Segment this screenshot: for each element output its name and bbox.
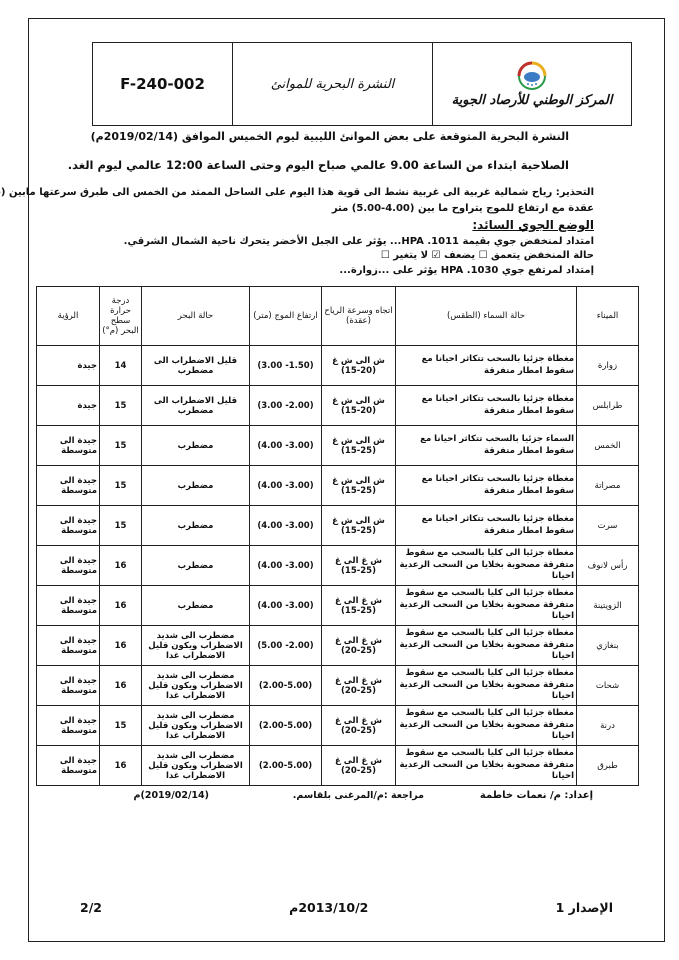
sea-state-cell: مضطرب — [142, 466, 250, 506]
document-header — [92, 42, 632, 126]
wind-cell — [322, 426, 396, 466]
wave-height-cell: (2.00- 5.00) — [250, 626, 322, 666]
visibility-cell: جيدة الى متوسطة — [37, 746, 100, 786]
page-number: 2/2 — [80, 900, 102, 915]
warning-line-2: عقدة مع ارتفاع للموج يتراوح ما بين (4.00-5.00) متر — [331, 203, 594, 214]
sea-state-cell: مضطرب الى شديد الاضطراب ويكون قليل الاضطراب غدا — [142, 746, 250, 786]
port-cell: الخمس — [577, 426, 639, 466]
sky-condition-cell: السماء جزئيا بالسحب تتكاثر احيانا مع سقوط امطار متفرقة — [396, 426, 577, 466]
reviewed-by: مراجعة :م/المرغنى بلقاسم. — [292, 790, 424, 801]
visibility-cell: جيدة الى متوسطة — [37, 626, 100, 666]
wind-speed: (20-25) — [341, 765, 376, 776]
visibility-cell: جيدة الى متوسطة — [37, 506, 100, 546]
wind-speed: (15-25) — [341, 485, 376, 496]
wind-speed: (15-20) — [341, 405, 376, 416]
col-wind: اتجاه وسرعة الرياح (عقدة) — [322, 287, 396, 346]
wind-direction: ش غ الى غ — [335, 635, 382, 646]
port-cell: بنغازي — [577, 626, 639, 666]
wave-height-cell: (2.00-5.00) — [250, 746, 322, 786]
port-cell: درنة — [577, 706, 639, 746]
sky-condition-cell: مغطاة جزئيا الى كليا بالسحب مع سقوط متفرقة مصحوبة بخلايا من السحب الرعدية احيانا — [396, 586, 577, 626]
sea-temp-cell: 15 — [100, 506, 142, 546]
table-row — [37, 466, 639, 506]
sky-condition-cell: مغطاة جزئيا الى كليا بالسحب مع سقوط متفرقة مصحوبة بخلايا من السحب الرعدية احيانا — [396, 706, 577, 746]
wind-direction: ش الى ش غ — [332, 355, 385, 366]
visibility-cell: جيدة — [37, 386, 100, 426]
wind-cell — [322, 466, 396, 506]
col-sea: حالة البحر — [142, 287, 250, 346]
sea-state-cell: مضطرب الى شديد الاضطراب ويكون قليل الاضطراب غدا — [142, 706, 250, 746]
sky-condition-cell: مغطاة جزئيا بالسحب تتكاثر احيانا مع سقوط امطار متفرقة — [396, 386, 577, 426]
wind-speed: (15-20) — [341, 365, 376, 376]
port-cell: رأس لانوف — [577, 546, 639, 586]
table-row — [37, 546, 639, 586]
weather-logo-icon — [512, 61, 552, 91]
wind-direction: ش غ الى غ — [335, 675, 382, 686]
wind-direction: ش الى ش غ — [332, 435, 385, 446]
table-header-row — [37, 287, 639, 346]
col-port: الميناء — [577, 287, 639, 346]
sea-state-cell: قليل الاضطراب الى مضطرب — [142, 346, 250, 386]
table-row — [37, 666, 639, 706]
sea-temp-cell: 15 — [100, 466, 142, 506]
wave-height-cell: (3.00- 4.00) — [250, 586, 322, 626]
wave-height-cell: (2.00-5.00) — [250, 666, 322, 706]
wind-direction: ش الى ش غ — [332, 515, 385, 526]
visibility-cell: جيدة الى متوسطة — [37, 546, 100, 586]
col-temp: درجة حرارة سطح البحر (م°) — [100, 287, 142, 346]
sky-condition-cell: مغطاة جزئيا الى كليا بالسحب مع سقوط متفرقة مصحوبة بخلايا من السحب الرعدية احيانا — [396, 746, 577, 786]
wind-speed: (20-25) — [341, 685, 376, 696]
situation-title: الوضع الجوي السائد: — [472, 218, 594, 232]
table-row — [37, 586, 639, 626]
visibility-cell: جيدة الى متوسطة — [37, 666, 100, 706]
sea-state-cell: مضطرب — [142, 586, 250, 626]
wind-direction: ش الى ش غ — [332, 475, 385, 486]
page-footer — [30, 900, 663, 915]
col-visibility: الرؤية — [37, 287, 100, 346]
org-block — [433, 43, 631, 125]
sea-state-cell: مضطرب — [142, 426, 250, 466]
wind-direction: ش غ الى غ — [335, 755, 382, 766]
col-wave: ارتفاع الموج (متر) — [250, 287, 322, 346]
low-state-line: حالة المنخفض يتعمق ☐ يضعف ☑ لا يتغير ☐ — [380, 250, 594, 261]
sky-condition-cell: مغطاة جزئيا بالسحب تتكاثر احيانا مع سقوط امطار متفرقة — [396, 506, 577, 546]
ports-forecast-table — [36, 286, 639, 786]
sea-state-cell: مضطرب — [142, 506, 250, 546]
wind-cell — [322, 346, 396, 386]
wave-height-cell: (1.50- 3.00) — [250, 346, 322, 386]
sea-temp-cell: 16 — [100, 546, 142, 586]
wave-height-cell: (3.00- 4.00) — [250, 546, 322, 586]
port-cell: مصراتة — [577, 466, 639, 506]
wind-direction: ش غ الى غ — [335, 555, 382, 566]
wave-height-cell: (2.00- 3.00) — [250, 386, 322, 426]
port-cell: طرابلس — [577, 386, 639, 426]
bulletin-headline: النشرة البحرية المتوقعة على بعض الموانئ الليبية ليوم الخميس الموافق (2019/02/14م) — [90, 130, 569, 143]
high-pressure-line: إمتداد لمرتفع جوي 1030. HPA يؤثر على ...زوارة... — [339, 265, 594, 276]
wind-speed: (15-25) — [341, 525, 376, 536]
table-row — [37, 506, 639, 546]
sea-temp-cell: 15 — [100, 386, 142, 426]
sky-condition-cell: مغطاة جزئيا الى كليا بالسحب مع سقوط متفرقة مصحوبة بخلايا من السحب الرعدية احيانا — [396, 626, 577, 666]
wind-cell — [322, 386, 396, 426]
table-row — [37, 386, 639, 426]
sea-temp-cell: 16 — [100, 666, 142, 706]
visibility-cell: جيدة الى متوسطة — [37, 586, 100, 626]
wave-height-cell: (3.00- 4.00) — [250, 506, 322, 546]
wind-speed: (15-25) — [341, 605, 376, 616]
table-row — [37, 706, 639, 746]
wind-speed: (20-25) — [341, 645, 376, 656]
wind-direction: ش غ الى غ — [335, 595, 382, 606]
warning-line-1: التحذير: رياح شمالية غربية الى غربية نشط الى قوية هذا اليوم على الساحل الممتد من الخمس الى طبرق سرعتها مابين ( — [0, 187, 594, 198]
wind-cell — [322, 586, 396, 626]
visibility-cell: جيدة الى متوسطة — [37, 466, 100, 506]
visibility-cell: جيدة — [37, 346, 100, 386]
sea-temp-cell: 14 — [100, 346, 142, 386]
prepared-by: إعداد: م/ نعمات خاطمة — [479, 790, 593, 801]
wind-cell — [322, 506, 396, 546]
port-cell: شحات — [577, 666, 639, 706]
sky-condition-cell: مغطاة جزئيا الى كليا بالسحب مع سقوط متفرقة مصحوبة بخلايا من السحب الرعدية احيانا — [396, 666, 577, 706]
wind-speed: (15-25) — [341, 445, 376, 456]
wind-cell — [322, 666, 396, 706]
table-row — [37, 746, 639, 786]
wave-height-cell: (3.00- 4.00) — [250, 426, 322, 466]
sea-temp-cell: 16 — [100, 586, 142, 626]
wind-direction: ش غ الى غ — [335, 715, 382, 726]
visibility-cell: جيدة الى متوسطة — [37, 706, 100, 746]
issue-number: الإصدار 1 — [555, 900, 613, 915]
sea-state-cell: مضطرب الى شديد الاضطراب ويكون قليل الاضطراب غدا — [142, 666, 250, 706]
wind-speed: (20-25) — [341, 725, 376, 736]
wave-height-cell: (2.00-5.00) — [250, 706, 322, 746]
org-name: المركز الوطني للأرصاد الجوية — [451, 92, 613, 108]
col-sky: حالة السماء (الطقس) — [396, 287, 577, 346]
sea-state-cell: مضطرب — [142, 546, 250, 586]
wind-cell — [322, 626, 396, 666]
port-cell: سرت — [577, 506, 639, 546]
port-cell: الزويتينة — [577, 586, 639, 626]
sea-temp-cell: 16 — [100, 626, 142, 666]
wind-cell — [322, 546, 396, 586]
signature-date: (2019/02/14)م — [133, 790, 209, 801]
sky-condition-cell: مغطاة جزئيا بالسحب تتكاثر احيانا مع سقوط امطار متفرقة — [396, 466, 577, 506]
low-pressure-line: امتداد لمنخفض جوي بقيمة 1011. HPA... يؤثر على الجبل الأخضر يتحرك ناحية الشمال الشرقي. — [123, 236, 594, 247]
validity-line: الصلاحية ابتداء من الساعة 9.00 عالمي صباح اليوم وحتى الساعة 12:00 عالمي ليوم الغد. — [67, 158, 569, 172]
wind-cell — [322, 706, 396, 746]
port-cell: طبرق — [577, 746, 639, 786]
bulletin-title: النشرة البحرية للموانئ — [233, 43, 433, 125]
table-row — [37, 346, 639, 386]
visibility-cell: جيدة الى متوسطة — [37, 426, 100, 466]
sky-condition-cell: مغطاة جزئيا الى كليا بالسحب مع سقوط متفرقة مصحوبة بخلايا من السحب الرعدية احيانا — [396, 546, 577, 586]
wind-cell — [322, 746, 396, 786]
sea-state-cell: قليل الاضطراب الى مضطرب — [142, 386, 250, 426]
doc-code: F-240-002 — [93, 43, 233, 125]
sea-state-cell: مضطرب الى شديد الاضطراب ويكون قليل الاضطراب غدا — [142, 626, 250, 666]
table-row — [37, 626, 639, 666]
sea-temp-cell: 15 — [100, 706, 142, 746]
sea-temp-cell: 16 — [100, 746, 142, 786]
port-cell: زوارة — [577, 346, 639, 386]
wind-speed: (15-25) — [341, 565, 376, 576]
table-row — [37, 426, 639, 466]
wave-height-cell: (3.00- 4.00) — [250, 466, 322, 506]
issue-date: 2013/10/2م — [289, 900, 369, 915]
sea-temp-cell: 15 — [100, 426, 142, 466]
sky-condition-cell: مغطاة جزئيا بالسحب تتكاثر احيانا مع سقوط امطار متفرقة — [396, 346, 577, 386]
wind-direction: ش الى ش غ — [332, 395, 385, 406]
